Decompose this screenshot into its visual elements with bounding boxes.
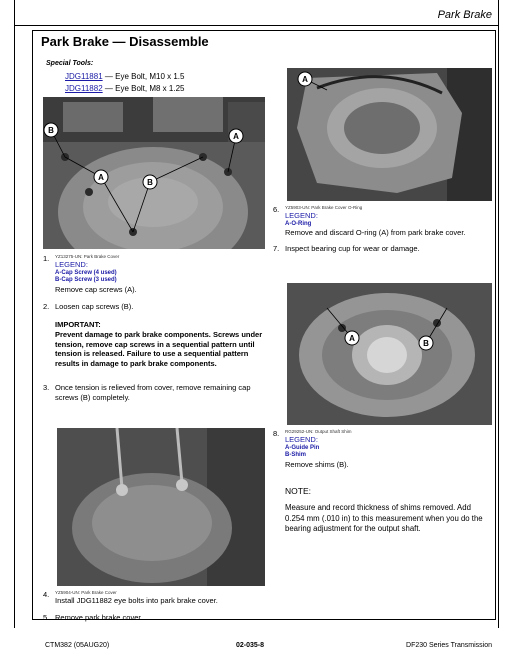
step-5-text: Remove park brake cover. [55,613,143,622]
step-1-caption: YZ13275-UN: Park Brake Cover [55,254,120,259]
important-block [55,320,267,369]
tool-desc-2: — Eye Bolt, M8 x 1.25 [102,84,185,93]
step-4-number: 4. [43,590,50,599]
step-1-legend-item-a: A-Cap Screw (4 used) [55,269,117,276]
step-8-number: 8. [273,429,280,438]
photo-eye-bolts [57,428,265,586]
step-3-number: 3. [43,383,50,392]
note-label: NOTE: [285,486,311,496]
step-8-text: Remove shims (B). [285,460,349,470]
important-text: Prevent damage to park brake components. Screws under tension, remove cap screws in a sequential pattern until tension is released. Failure to use a sequential pattern results in damage to park brake components. [55,329,263,368]
callout-a-3-text: A [302,75,308,84]
header-title: Park Brake [437,9,492,21]
callout-a-1-text: A [98,173,104,182]
tool-link-jdg11881[interactable]: JDG11881 [65,72,103,81]
step-2-number: 2. [43,302,50,311]
step-3-text: Once tension is relieved from cover, remove remaining cap screws (B) completely. [55,383,251,402]
step-1-text: Remove cap screws (A). [55,285,137,295]
callouts-photo-1 [43,97,265,249]
callout-a-2-text: A [233,132,239,141]
step-8-caption: RG29252-UN: Output Shaft Shim [285,429,352,434]
footer-doc-id: CTM382 (05AUG20) [45,642,110,649]
step-4 [43,590,268,610]
step-2 [43,302,268,314]
step-8 [273,429,493,471]
step-6-legend-item-a: A-O-Ring [285,220,312,227]
callouts-photo-8 [287,283,492,425]
step-6-text: Remove and discard O-ring (A) from park brake cover. [285,228,466,238]
tool-line-1 [65,72,184,81]
callout-b-2-text: B [147,178,153,187]
step-5-number: 5. [43,613,50,622]
step-2-text: Loosen cap screws (B). [55,302,134,311]
step-7-number: 7. [273,244,280,253]
step-6-legend: LEGEND: [285,210,318,220]
step-6-number: 6. [273,205,280,214]
callout-b-3-text: B [423,339,429,348]
footer-page-number: 02-035-8 [236,642,265,649]
step-8-legend: LEGEND: [285,434,318,444]
step-6-caption: YZ5903-UN: Park Brake Cover O-Ring [285,205,363,210]
callout-b-1-text: B [48,126,54,135]
step-4-text: Install JDG11882 eye bolts into park brake cover. [55,595,218,605]
tool-desc-1: — Eye Bolt, M10 x 1.5 [102,72,185,81]
step-8-legend-item-b: B-Shim [285,452,306,459]
step-1-legend: LEGEND: [55,259,88,269]
tool-line-2 [65,84,184,93]
step-1 [43,254,268,294]
section-title: Park Brake — Disassemble [41,34,209,49]
step-8-legend-item-a: A-Guide Pin [285,444,320,451]
callouts-photo-6 [287,68,492,201]
step-4-caption: YZ5904-UN: Park Brake Cover [55,590,117,595]
callout-a-4-text: A [349,334,355,343]
header-rule [14,25,499,26]
important-label: IMPORTANT: [55,320,101,329]
special-tools-label: Special Tools: [46,60,94,67]
step-1-number: 1. [43,254,50,263]
step-1-legend-item-b: B-Cap Screw (3 used) [55,277,117,284]
footer-manual-title: DF230 Series Transmission [406,642,492,649]
step-7-text: Inspect bearing cup for wear or damage. [285,244,420,253]
note-text: Measure and record thickness of shims removed. Add 0.254 mm (.010 in) to this measurement when you do the bearing adjustment for the output shaft. [285,503,483,534]
tool-link-jdg11882[interactable]: JDG11882 [65,84,103,93]
step-6 [273,205,493,239]
